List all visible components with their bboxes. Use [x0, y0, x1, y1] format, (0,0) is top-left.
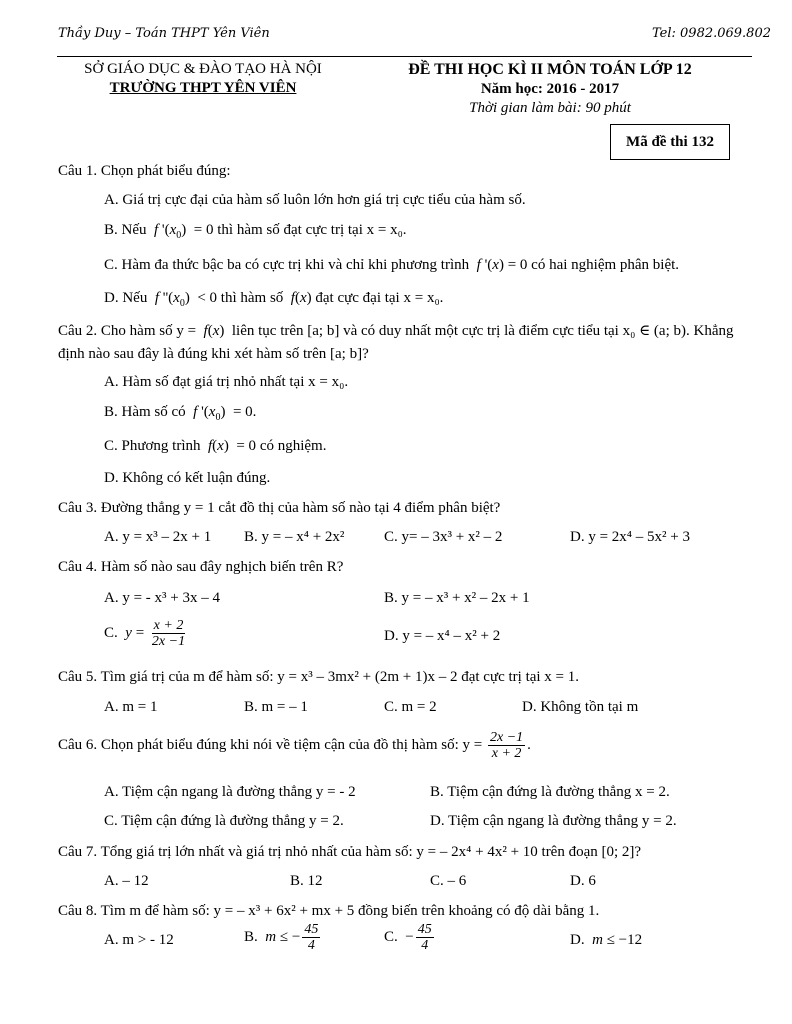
school-name: TRƯỜNG THPT YÊN VIÊN: [109, 80, 297, 96]
author-signature: Thầy Duy – Toán THPT Yên Viên: [58, 26, 270, 41]
q8-c-fraction: $\frac{45}{4}$: [417, 922, 432, 953]
q1-option-b: B. Nếu f '$(x_0) = 0$ thì hàm số đạt cực trị tại x = x₀.: [104, 222, 407, 241]
q1-option-c: C. Hàm đa thức bậc ba có cực trị khi và chỉ khi phương trình f '(x) = 0 có hai nghiệm phân biệt.: [104, 257, 680, 273]
q6-stem: Câu 6. Chọn phát biểu đúng khi nói về tiệm cận của đồ thị hàm số: y = $\frac{2x -1}{x + 2}$ .: [58, 730, 531, 761]
exam-duration: Thời gian làm bài: 90 phút: [469, 100, 631, 116]
exam-title: ĐỀ THI HỌC KÌ II MÔN TOÁN LỚP 12: [408, 61, 692, 78]
q3-stem: Câu 3. Đường thẳng y = 1 cắt đồ thị của hàm số nào tại 4 điểm phân biệt?: [58, 500, 501, 516]
q2-option-a: A. Hàm số đạt giá trị nhỏ nhất tại x = x₀.: [104, 374, 349, 390]
q3-option-b: B. y = – x⁴ + 2x²: [244, 529, 345, 545]
q7-option-a: A. – 12: [104, 873, 149, 889]
q7-option-b: B. 12: [290, 873, 323, 889]
exam-code-box: Mã đề thi 132: [610, 124, 730, 160]
q5-option-a: A. m = 1: [104, 699, 158, 715]
q6-option-b: B. Tiệm cận đứng là đường thẳng x = 2.: [430, 784, 670, 800]
q4-stem: Câu 4. Hàm số nào sau đây nghịch biến trên R?: [58, 559, 344, 575]
q7-option-d: D. 6: [570, 873, 596, 889]
q5-stem: Câu 5. Tìm giá trị của m để hàm số: y = x³ – 3mx² + (2m + 1)x – 2 đạt cực trị tại x = 1.: [58, 669, 580, 685]
q4-option-a: A. y = - x³ + 3x – 4: [104, 590, 220, 606]
q3-option-c: C. y= – 3x³ + x² – 2: [384, 529, 503, 545]
q4-c-fraction: $\frac{x + 2}{2x -1}$: [151, 618, 186, 649]
q2-option-b: B. Hàm số có f '$(x_0) = 0$.: [104, 404, 257, 423]
q8-stem: Câu 8. Tìm m để hàm số: y = – x³ + 6x² + mx + 5 đồng biến trên khoảng có độ dài bằng 1.: [58, 903, 600, 919]
q1-option-d: D. Nếu f ''$(x_0) < 0$ thì hàm số f(x) đạt cực đại tại x = x₀.: [104, 290, 444, 309]
phone-number: Tel: 0982.069.802: [652, 26, 771, 41]
q2-stem: Câu 2. Cho hàm số y = f(x) liên tục trên [a; b] và có duy nhất một cực trị là điểm cực tiểu tại x₀ ∈ (a; b). Khẳng định nào sau đây là đúng khi xét hàm số trên [a; b]?: [58, 323, 734, 362]
q8-b-fraction: $\frac{45}{4}$: [304, 922, 319, 953]
department-name: SỞ GIÁO DỤC & ĐÀO TẠO HÀ NỘI: [84, 61, 322, 77]
header-rule: [57, 56, 752, 57]
q2-option-c: C. Phương trình f(x) = 0 có nghiệm.: [104, 438, 327, 454]
q6-option-c: C. Tiệm cận đứng là đường thẳng y = 2.: [104, 813, 344, 829]
q5-option-c: C. m = 2: [384, 699, 437, 715]
q4-option-b: B. y = – x³ + x² – 2x + 1: [384, 590, 530, 606]
q6-fraction: $\frac{2x -1}{x + 2}$: [489, 730, 524, 761]
q1-stem: Câu 1. Chọn phát biểu đúng:: [58, 163, 231, 179]
q3-option-a: A. y = x³ – 2x + 1: [104, 529, 212, 545]
q6-option-a: A. Tiệm cận ngang là đường thẳng y = - 2: [104, 784, 356, 800]
q4-option-d: D. y = – x⁴ – x² + 2: [384, 628, 501, 644]
q8-option-a: A. m > - 12: [104, 932, 174, 948]
q6-option-d: D. Tiệm cận ngang là đường thẳng y = 2.: [430, 813, 677, 829]
q8-option-c: C. − $\frac{45}{4}$: [384, 922, 432, 953]
q2-option-d: D. Không có kết luận đúng.: [104, 470, 271, 486]
q7-option-c: C. – 6: [430, 873, 467, 889]
q5-option-d: D. Không tồn tại m: [522, 699, 639, 715]
q8-option-d: D. m ≤ −12: [570, 932, 643, 948]
school-year: Năm học: 2016 - 2017: [480, 81, 620, 97]
q8-option-b: B. m ≤ − $\frac{45}{4}$: [244, 922, 319, 953]
q7-stem: Câu 7. Tổng giá trị lớn nhất và giá trị nhỏ nhất của hàm số: y = – 2x⁴ + 4x² + 10 trên đoạn [0; 2]?: [58, 844, 642, 860]
q3-option-d: D. y = 2x⁴ – 5x² + 3: [570, 529, 690, 545]
q1-option-a: A. Giá trị cực đại của hàm số luôn lớn hơn giá trị cực tiểu của hàm số.: [104, 192, 526, 208]
q5-option-b: B. m = – 1: [244, 699, 308, 715]
q4-option-c: C. y = $\frac{x + 2}{2x -1}$: [104, 618, 186, 649]
